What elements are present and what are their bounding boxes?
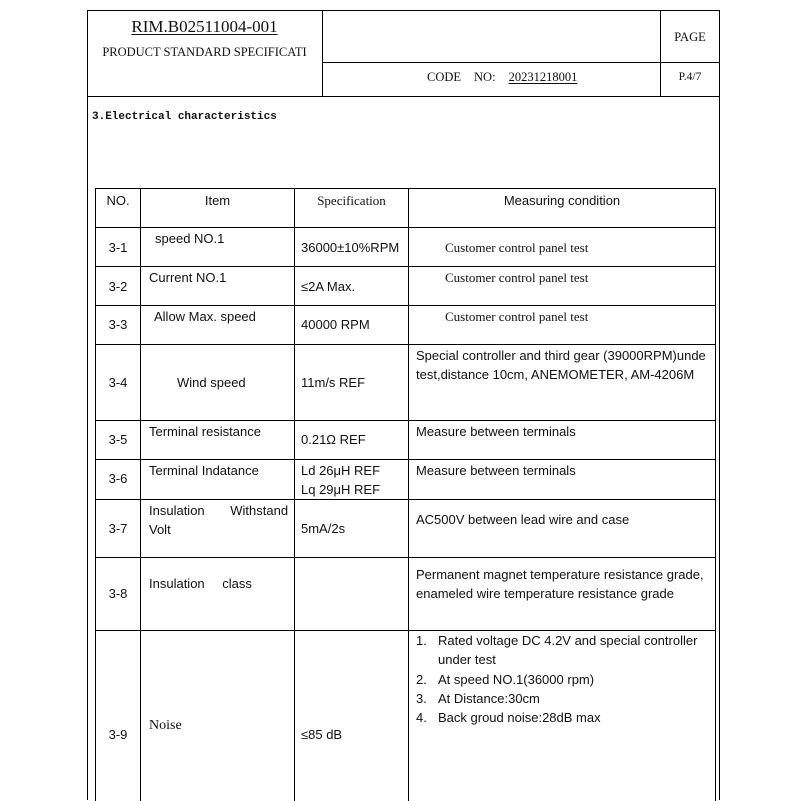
item-text: Terminal Indatance (149, 463, 259, 478)
specification-text: Ld 26μH REF (301, 463, 381, 478)
specification-cell (295, 460, 409, 500)
item-cell (141, 306, 295, 345)
row-number-cell (96, 460, 141, 500)
list-text: Rated voltage DC 4.2V and special controller (438, 633, 698, 648)
measuring-condition-text: Special controller and third gear (39000RPM)unde (416, 348, 706, 363)
measuring-condition-text: enameled wire temperature resistance grade (416, 586, 674, 601)
section-title: 3.Electrical characteristics (92, 111, 277, 123)
list-number: 2. (416, 671, 427, 687)
specification-text: Lq 29μH REF (301, 482, 381, 497)
column-header-measuring-condition: Measuring condition (409, 189, 716, 228)
row-number: 3-4 (108, 375, 128, 390)
list-text: Back groud noise:28dB max (438, 710, 601, 725)
specification-text: 5mA/2s (301, 521, 346, 536)
list-text: under test (438, 652, 496, 668)
row-number: 3-6 (108, 471, 128, 486)
measuring-condition-cell (409, 306, 716, 345)
table-row (96, 306, 716, 345)
row-number: 3-8 (108, 586, 128, 601)
measuring-condition-text: Customer control panel test (445, 270, 589, 285)
measuring-condition-text: Measure between terminals (416, 463, 576, 478)
item-cell (141, 228, 295, 267)
page-label: PAGE (674, 30, 706, 44)
page-number: P.4/7 (678, 71, 702, 83)
specification-text: 11m/s REF (301, 375, 366, 390)
specification-cell (295, 228, 409, 267)
item-cell (141, 558, 295, 631)
table-row (96, 228, 716, 267)
table-row (96, 558, 716, 631)
code-no-label: NO: (474, 70, 496, 84)
item-cell (141, 421, 295, 460)
specification-cell (295, 421, 409, 460)
header-bottom-rule (87, 96, 720, 97)
list-number: 3. (416, 690, 427, 706)
row-number-cell (96, 500, 141, 558)
specification-cell (295, 306, 409, 345)
code-number: 20231218001 (508, 70, 578, 84)
list-number: 1. (416, 633, 427, 648)
list-text: At speed NO.1(36000 rpm) (438, 671, 595, 687)
row-number-cell (96, 267, 141, 306)
measuring-condition-text: AC500V between lead wire and case (416, 512, 630, 527)
item-text: Current NO.1 (149, 270, 227, 285)
specification-text: ≤85 dB (301, 727, 343, 742)
list-item (416, 670, 715, 689)
specification-cell (295, 500, 409, 558)
condition-list (416, 631, 715, 727)
measuring-condition-cell (409, 558, 716, 631)
measuring-condition-cell (409, 345, 716, 421)
header-divider-vertical (322, 10, 323, 96)
list-number: 4. (416, 710, 427, 725)
electrical-characteristics-table (95, 188, 716, 801)
specification-cell (295, 558, 409, 631)
row-number: 3-7 (108, 521, 128, 536)
specification-cell (295, 267, 409, 306)
list-item (416, 689, 715, 708)
specification-text: 40000 RPM (301, 317, 370, 332)
item-cell (141, 631, 295, 801)
measuring-condition-text: test,distance 10cm, ANEMOMETER, AM-4206M (416, 367, 695, 382)
document-title: PRODUCT STANDARD SPECIFICATI (102, 45, 307, 59)
measuring-condition-cell (409, 421, 716, 460)
measuring-condition-cell (409, 460, 716, 500)
specification-text: 36000±10%RPM (301, 240, 400, 255)
table-row (96, 500, 716, 558)
row-number-cell (96, 345, 141, 421)
row-number: 3-3 (108, 317, 128, 332)
item-cell (141, 500, 295, 558)
column-header-no: NO. (96, 189, 141, 228)
item-cell (141, 345, 295, 421)
measuring-condition-text: Customer control panel test (445, 240, 589, 255)
table-row (96, 421, 716, 460)
specification-text: 0.21Ω REF (301, 432, 366, 447)
row-number-cell (96, 421, 141, 460)
table-row (96, 267, 716, 306)
row-number: 3-5 (108, 432, 128, 447)
list-item (416, 708, 715, 727)
item-text: Insulation class (149, 576, 252, 591)
item-text: Noise (149, 718, 182, 733)
measuring-condition-text: Permanent magnet temperature resistance grade, (416, 567, 704, 582)
specification-cell (295, 631, 409, 801)
item-text: Terminal resistance (149, 424, 261, 439)
item-text: Allow Max. speed (154, 309, 256, 324)
column-header-specification: Specification (295, 189, 409, 228)
specification-cell (295, 345, 409, 421)
code-label: CODE (427, 70, 462, 84)
document-number: RIM.B02511004-001 (131, 17, 278, 36)
table-row (96, 345, 716, 421)
row-number-cell (96, 306, 141, 345)
column-header-item: Item (141, 189, 295, 228)
table-header-row (96, 189, 716, 228)
measuring-condition-cell (409, 500, 716, 558)
list-item (416, 631, 715, 670)
measuring-condition-cell (409, 631, 716, 801)
row-number: 3-9 (108, 727, 128, 742)
specification-text: ≤2A Max. (301, 279, 356, 294)
item-cell (141, 460, 295, 500)
item-text: Insulation Withstand (149, 503, 289, 518)
table-row (96, 460, 716, 500)
item-text: Wind speed (177, 375, 246, 390)
row-number: 3-2 (108, 279, 128, 294)
row-number-cell (96, 631, 141, 801)
measuring-condition-text: Measure between terminals (416, 424, 576, 439)
table-row (96, 631, 716, 801)
row-number-cell (96, 228, 141, 267)
measuring-condition-cell (409, 228, 716, 267)
measuring-condition-cell (409, 267, 716, 306)
row-number: 3-1 (108, 240, 128, 255)
row-number-cell (96, 558, 141, 631)
header-divider-horizontal (322, 62, 720, 63)
measuring-condition-text: Customer control panel test (445, 309, 589, 324)
item-text: Volt (149, 522, 171, 537)
item-cell (141, 267, 295, 306)
item-text: speed NO.1 (155, 231, 225, 246)
code-line (427, 69, 577, 85)
list-text: At Distance:30cm (438, 690, 540, 706)
